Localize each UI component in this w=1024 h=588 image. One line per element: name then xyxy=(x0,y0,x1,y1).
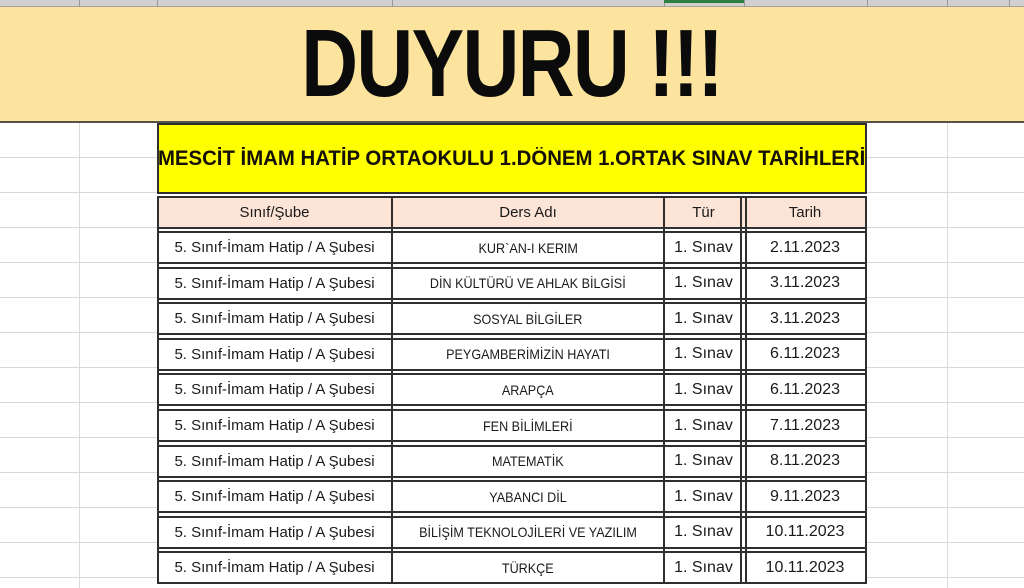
class-cell[interactable]: 5. Sınıf-İmam Hatip / A Şubesi xyxy=(174,345,375,363)
course-label: SOSYAL BİLGİLER xyxy=(473,310,583,327)
class-cell[interactable]: 5. Sınıf-İmam Hatip / A Şubesi xyxy=(174,559,375,577)
column-gridline xyxy=(947,123,948,588)
course-cell[interactable] xyxy=(392,518,664,547)
header-ders-adi[interactable] xyxy=(392,198,664,227)
column-gridline xyxy=(79,123,80,588)
course-label: BİLİŞİM TEKNOLOJİLERİ VE YAZILIM xyxy=(419,524,637,541)
empty-cells-right[interactable] xyxy=(867,123,1024,588)
date-cell[interactable]: 10.11.2023 xyxy=(765,523,845,541)
grid-tick xyxy=(947,0,948,7)
type-cell[interactable]: 1. Sınav xyxy=(674,274,733,292)
type-cell[interactable]: 1. Sınav xyxy=(674,452,733,470)
course-label: ARAPÇA xyxy=(502,381,554,398)
class-cell[interactable]: 5. Sınıf-İmam Hatip / A Şubesi xyxy=(174,274,375,292)
class-cell[interactable]: 5. Sınıf-İmam Hatip / A Şubesi xyxy=(174,488,375,506)
table-row xyxy=(157,373,867,406)
course-cell[interactable] xyxy=(392,553,664,582)
column-border-double-outer xyxy=(740,196,742,584)
course-cell[interactable] xyxy=(392,375,664,404)
type-cell[interactable]: 1. Sınav xyxy=(674,309,733,327)
sheet-top-row xyxy=(0,0,1024,7)
table-row xyxy=(157,409,867,442)
course-label: PEYGAMBERİMİZİN HAYATI xyxy=(446,346,610,363)
class-cell[interactable]: 5. Sınıf-İmam Hatip / A Şubesi xyxy=(174,417,375,434)
date-cell[interactable]: 8.11.2023 xyxy=(770,452,840,470)
class-cell[interactable]: 5. Sınıf-İmam Hatip / A Şubesi xyxy=(174,523,375,541)
green-selection-line xyxy=(664,0,744,3)
course-label: YABANCI DİL xyxy=(489,488,567,505)
table-row xyxy=(157,516,867,549)
date-cell[interactable]: 6.11.2023 xyxy=(770,380,840,398)
date-cell[interactable]: 7.11.2023 xyxy=(770,416,840,434)
table-row xyxy=(157,231,867,264)
header-ders-adi-label: Ders Adı xyxy=(499,204,557,221)
class-cell[interactable]: 5. Sınıf-İmam Hatip / A Şubesi xyxy=(174,239,375,256)
course-cell[interactable] xyxy=(392,233,664,262)
class-cell[interactable]: 5. Sınıf-İmam Hatip / A Şubesi xyxy=(174,452,375,470)
type-cell[interactable]: 1. Sınav xyxy=(674,380,733,398)
table-row xyxy=(157,302,867,335)
type-cell[interactable]: 1. Sınav xyxy=(674,238,733,256)
course-cell[interactable] xyxy=(392,304,664,333)
table-row xyxy=(157,267,867,300)
class-cell[interactable]: 5. Sınıf-İmam Hatip / A Şubesi xyxy=(174,310,375,328)
type-cell[interactable]: 1. Sınav xyxy=(674,416,733,434)
header-tarih[interactable]: Tarih xyxy=(788,204,822,221)
grid-tick xyxy=(744,0,745,7)
table-border-right xyxy=(865,196,867,584)
grid-tick xyxy=(1009,0,1010,7)
course-cell[interactable] xyxy=(392,269,664,298)
exam-schedule-title-cell[interactable] xyxy=(157,123,867,194)
column-border xyxy=(663,196,665,584)
table-row xyxy=(157,480,867,513)
course-label: FEN BİLİMLERİ xyxy=(483,417,573,434)
date-cell[interactable]: 3.11.2023 xyxy=(770,309,840,327)
course-label: KUR`AN-I KERIM xyxy=(478,239,578,256)
course-cell[interactable] xyxy=(392,447,664,476)
header-tur[interactable]: Tür xyxy=(692,204,715,221)
table-border-left xyxy=(157,196,159,584)
exam-schedule-title: MESCİT İMAM HATİP ORTAOKULU 1.DÖNEM 1.ORTAK SINAV TARİHLERİ xyxy=(158,146,866,170)
announcement-banner-cell[interactable] xyxy=(0,7,1024,123)
grid-tick xyxy=(392,0,393,7)
grid-tick xyxy=(157,0,158,7)
course-cell[interactable] xyxy=(392,340,664,369)
type-cell[interactable]: 1. Sınav xyxy=(674,345,733,363)
type-cell[interactable]: 1. Sınav xyxy=(674,523,733,541)
date-cell[interactable]: 6.11.2023 xyxy=(770,345,840,363)
grid-tick xyxy=(79,0,80,7)
date-cell[interactable]: 3.11.2023 xyxy=(770,274,840,292)
column-border-double-inner xyxy=(745,196,747,584)
table-row xyxy=(157,338,867,371)
table-header-row xyxy=(157,196,867,229)
course-label: TÜRKÇE xyxy=(502,559,554,576)
course-label: DİN KÜLTÜRÜ VE AHLAK BİLGİSİ xyxy=(430,275,626,292)
type-cell[interactable]: 1. Sınav xyxy=(674,558,733,576)
table-row xyxy=(157,445,867,478)
course-cell[interactable] xyxy=(392,411,664,440)
grid-tick xyxy=(867,0,868,7)
table-row xyxy=(157,551,867,584)
course-cell[interactable] xyxy=(392,482,664,511)
class-cell[interactable]: 5. Sınıf-İmam Hatip / A Şubesi xyxy=(174,381,375,399)
header-sinif-sube[interactable]: Sınıf/Şube xyxy=(239,204,310,221)
course-label: MATEMATİK xyxy=(492,453,564,470)
column-border xyxy=(391,196,393,584)
type-cell[interactable]: 1. Sınav xyxy=(674,487,733,505)
banner-title: DUYURU !!! xyxy=(301,10,723,117)
date-cell[interactable]: 2.11.2023 xyxy=(770,238,840,256)
date-cell[interactable]: 10.11.2023 xyxy=(765,558,845,576)
date-cell[interactable]: 9.11.2023 xyxy=(770,487,840,505)
